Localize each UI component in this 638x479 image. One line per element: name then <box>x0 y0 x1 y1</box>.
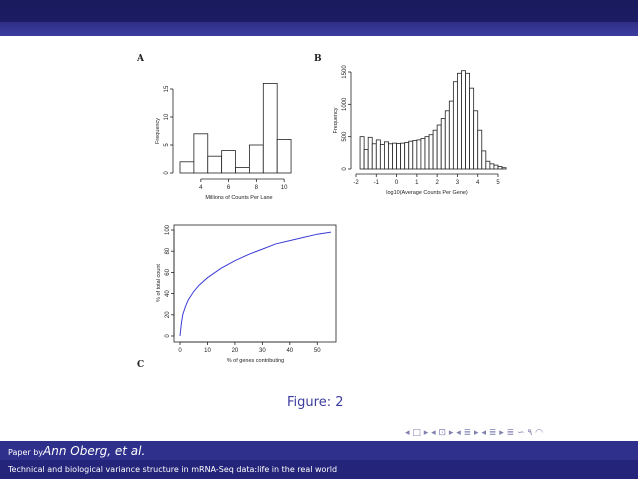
histogram-bar <box>384 142 388 169</box>
histogram-bar <box>180 162 194 173</box>
histogram-bar <box>449 101 453 169</box>
histogram-bar <box>466 73 470 169</box>
x-tick-label: 0 <box>394 180 399 186</box>
x-axis-title: Millions of Counts Per Lane <box>205 195 273 201</box>
histogram-bar <box>397 143 401 169</box>
histogram-bar <box>478 130 482 169</box>
histogram-average-counts <box>318 60 500 205</box>
histogram-bar <box>470 88 474 169</box>
y-tick-label: 0 <box>164 171 170 175</box>
plot-frame <box>174 225 336 342</box>
histogram-bar <box>277 139 291 173</box>
histogram-bar <box>364 150 368 169</box>
y-tick-label: 1500 <box>342 65 348 79</box>
histogram-bar <box>194 134 208 173</box>
y-tick-label: 15 <box>164 85 170 93</box>
histogram-bar <box>437 125 441 169</box>
x-tick-label: 6 <box>226 185 231 191</box>
histogram-bar <box>417 140 421 169</box>
x-tick-label: 3 <box>455 180 460 186</box>
histogram-bar <box>502 168 506 169</box>
x-tick-label: 40 <box>286 348 294 354</box>
x-tick-label: -2 <box>353 180 359 186</box>
slide-header-band <box>0 22 638 36</box>
histogram-bar <box>393 143 397 169</box>
x-tick-label: 0 <box>178 348 182 354</box>
histogram-bar <box>494 165 498 169</box>
histogram-bar <box>360 137 364 169</box>
x-tick-label: 5 <box>496 180 500 186</box>
histogram-bar <box>421 139 425 169</box>
y-tick-label: 0 <box>165 334 171 338</box>
footer-paper-title: Technical and biological variance structure in mRNA-Seq data:life in the real world <box>8 465 338 474</box>
x-axis-title: % of genes contributing <box>226 358 285 364</box>
x-tick-label: 10 <box>204 348 211 354</box>
y-axis-title: Frequency <box>155 118 161 144</box>
beamer-navigation-controls[interactable]: ◂ □ ▸ ◂ ⊡ ▸ ◂ ≣ ▸ ◂ ≣ ▸ ≣ ∽ ۹ ◠ <box>405 428 543 438</box>
histogram-bar <box>486 161 490 169</box>
histogram-bar <box>405 142 409 169</box>
panel-label-a: A <box>137 54 144 64</box>
histogram-bar <box>429 135 433 169</box>
y-tick-label: 20 <box>165 311 171 319</box>
histogram-bar <box>380 144 384 169</box>
histogram-bar <box>498 166 502 169</box>
x-tick-label: -1 <box>373 180 379 186</box>
histogram-bar <box>409 141 413 169</box>
histogram-bar <box>474 111 478 169</box>
histogram-bar <box>222 151 236 173</box>
footer-author-name: Ann Oberg, et al. <box>43 444 146 458</box>
histogram-bar <box>433 130 437 169</box>
y-tick-label: 1000 <box>342 97 348 112</box>
y-tick-label: 10 <box>164 113 170 121</box>
x-tick-label: 30 <box>259 348 266 354</box>
histogram-bar <box>208 156 222 173</box>
histogram-counts-per-lane <box>150 62 320 202</box>
y-tick-label: 500 <box>342 131 348 142</box>
cumulative-count-curve <box>138 222 338 370</box>
y-axis-title: Frequency <box>333 107 339 134</box>
histogram-bar <box>453 82 457 169</box>
x-tick-label: 4 <box>199 185 203 191</box>
panel-label-c: C <box>137 360 145 370</box>
histogram-bar <box>368 137 372 169</box>
histogram-bar <box>236 167 250 173</box>
histogram-bar <box>461 71 465 169</box>
histogram-bar <box>372 144 376 169</box>
histogram-bar <box>482 151 486 169</box>
histogram-bar <box>441 119 445 169</box>
x-tick-label: 50 <box>313 348 321 354</box>
y-axis-title: % of total count <box>156 264 162 302</box>
histogram-bar <box>457 73 461 169</box>
x-tick-label: 4 <box>476 180 480 186</box>
footer-author-prefix: Paper by <box>8 448 44 457</box>
panel-label-b: B <box>314 54 322 64</box>
histogram-bar <box>388 144 392 169</box>
histogram-bar <box>445 111 449 169</box>
x-tick-label: 20 <box>231 348 239 354</box>
y-tick-label: 5 <box>164 143 170 147</box>
cumulative-curve-line <box>180 232 331 336</box>
histogram-bar <box>249 145 263 173</box>
histogram-bar <box>263 83 277 173</box>
x-axis-title: log10(Average Counts Per Gene) <box>386 190 468 196</box>
y-tick-label: 80 <box>165 247 171 255</box>
x-tick-label: 1 <box>415 180 419 186</box>
y-tick-label: 100 <box>165 224 171 236</box>
figure-caption: Figure: 2 <box>287 395 344 410</box>
x-tick-label: 10 <box>280 185 288 191</box>
histogram-bar <box>425 137 429 169</box>
histogram-bar <box>413 141 417 169</box>
y-tick-label: 40 <box>165 290 171 297</box>
x-tick-label: 2 <box>435 180 439 186</box>
x-tick-label: 8 <box>254 185 259 191</box>
histogram-bar <box>401 143 405 169</box>
y-tick-label: 60 <box>165 269 171 276</box>
histogram-bar <box>376 140 380 169</box>
histogram-bar <box>490 164 494 169</box>
y-tick-label: 0 <box>342 167 348 171</box>
footer-author <box>8 444 145 458</box>
